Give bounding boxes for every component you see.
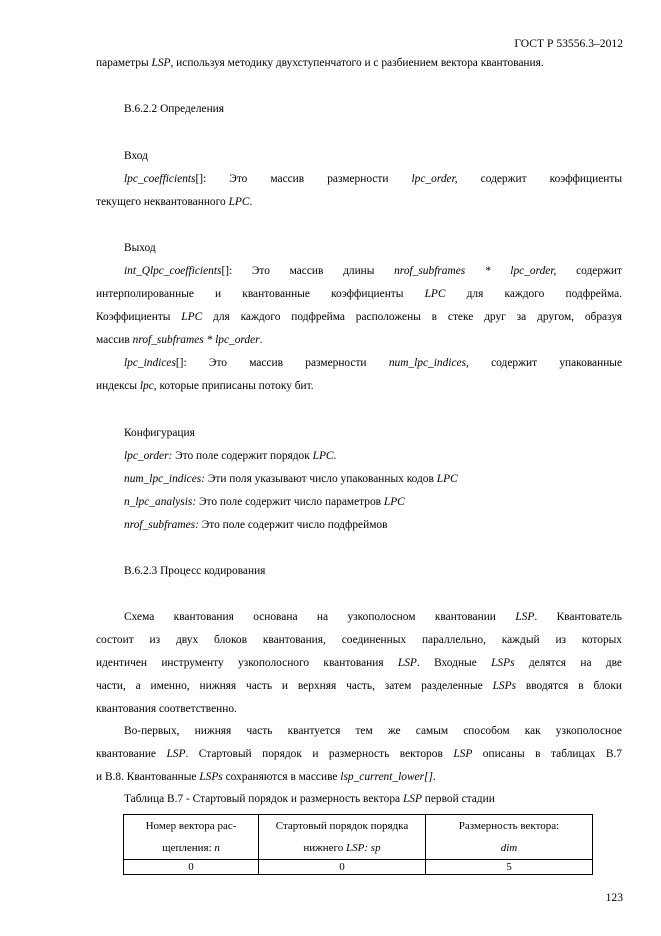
table-cell: 5 — [426, 860, 593, 875]
section-heading-encoding: В.6.2.3 Процесс кодирования — [124, 565, 266, 577]
table-cell: 0 — [259, 860, 426, 875]
page-number: 123 — [605, 891, 623, 904]
table-header-cell: Стартовый порядок порядка нижнего LSP: sp — [259, 815, 426, 860]
table-row — [124, 860, 593, 875]
intro-line: параметры LSP, используя методику двухступенчатого и с разбиением вектора квантования. — [96, 57, 544, 69]
config-item-lpc-order: lpc_order: Это поле содержит порядок LPC. — [124, 450, 337, 462]
section-heading-definitions: В.6.2.2 Определения — [124, 103, 225, 115]
config-item-nrof-subframes: nrof_subframes: Это поле содержит число подфреймов — [124, 519, 388, 531]
table-header-row — [124, 815, 593, 860]
standard-number: ГОСТ Р 53556.3–2012 — [514, 37, 623, 50]
config-label: Конфигурация — [124, 427, 195, 439]
table-cell: 0 — [124, 860, 259, 875]
config-item-num-lpc-indices: num_lpc_indices: Эти поля указывают число упакованных кодов LPC — [124, 473, 458, 485]
table-caption: Таблица В.7 - Стартовый порядок и размерность вектора LSP первой стадии — [124, 793, 495, 805]
input-label: Вход — [124, 150, 148, 162]
table-header-cell: Номер вектора рас- щепления: n — [124, 815, 259, 860]
document-page: ГОСТ Р 53556.3–2012 параметры LSP, используя методику двухступенчатого и с разбиением вектора квантования. В.6.2.2 Определения Вход lpc_coefficients[]: Это массив размерности lpc_order, содержит коэффициенты текущего неквантованного LPC. Выход int_Qlpc_coefficients[]: Это массив длины nrof_subframes * lpc_order, содержит интерполированные и квантованные коэффициенты LPC для каждого подфрейма. Коэффициенты LPC для каждого подфрейма расположены в стеке друг за другом, образуя массив nrof_subframes * lpc_order. lpc_indices[]: Это массив размерности num_lpc_indices, содержит упакованные индексы lpc, которые приписаны потоку бит. Конфигурация lpc_order: Это поле содержит порядок LPC. num_lpc_indices: Эти поля указывают число упакованных кодов LPC n_lpc_analysis: Это поле содержит число параметров LPC nrof_subframes: Это поле содержит число подфреймов В.6.2.3 Процесс кодирования Схема квантования основана на узкополосном квантовании LSP. Квантователь состоит из двух блоков квантования, соединенных параллельно, каждый из которых идентичен инструменту узкополосного квантования LSP. Входные LSPs делятся на две части, а именно, нижняя часть и верхняя часть, затем разделенные LSPs вводятся в блоки квантования соответственно. Во-первых, нижняя часть квантуется тем же самым способом как узкополосное квантование LSP. Стартовый порядок и размерность векторов LSP описаны в таблицах В.7 и В.8. Квантованные LSPs сохраняются в массиве lsp_current_lower[]. Таблица В.7 - Стартовый порядок и размерность вектора LSP первой стадии Номер вектора рас- щепления: n Стартовый порядок порядка нижнего LSP: sp Размерность вектора: dim 0 0 5 123 — [96, 37, 623, 904]
config-item-n-lpc-analysis: n_lpc_analysis: Это поле содержит число параметров LPC — [124, 496, 405, 508]
table-header-cell: Размерность вектора: dim — [426, 815, 593, 860]
vector-table — [123, 814, 593, 875]
output-label: Выход — [124, 242, 156, 254]
